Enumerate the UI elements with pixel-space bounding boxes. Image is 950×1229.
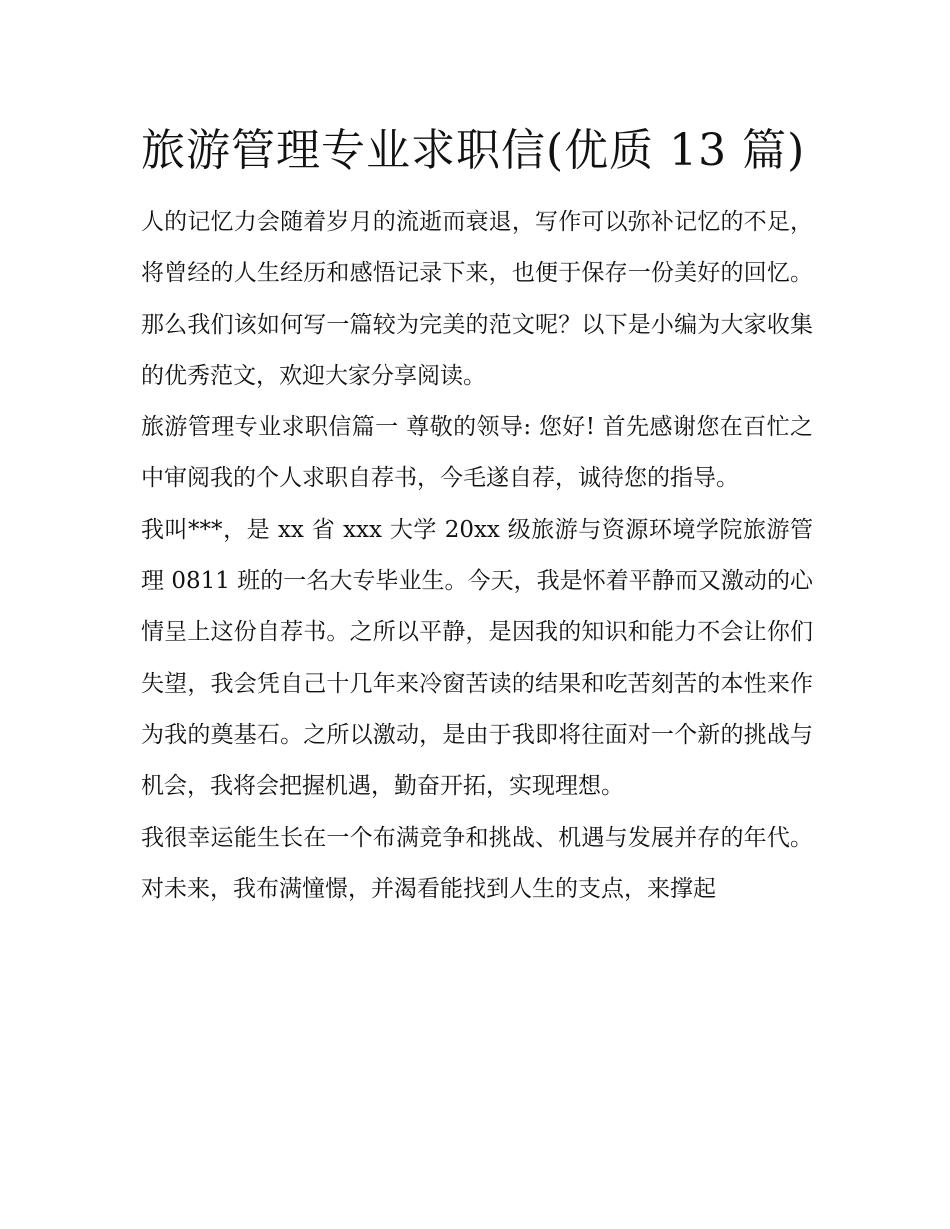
document-page: [141, 114, 813, 915]
paragraph-self-introduction: 我叫***，是 xx 省 xxx 大学 20xx 级旅游与资源环境学院旅游管理 0811 班的一名大专毕业生。今天，我是怀着平静而又激动的心情呈上这份自荐书。之所以平静，是因我的知识和能力不会让你们失望，我会凭自己十几年来冷窗苦读的结果和吃苦刻苦的本性来作为我的奠基石。之所以激动，是由于我即将往面对一个新的挑战与机会，我将会把握机遇，勤奋开拓，实现理想。: [141, 516, 813, 800]
document-title: 旅游管理专业求职信(优质 13 篇): [141, 125, 806, 176]
paragraph-salutation: 旅游管理专业求职信篇一 尊敬的领导: 您好! 首先感谢您在百忙之中审阅我的个人求职自荐书，今毛遂自荐，诚待您的指导。: [141, 414, 813, 492]
document-body: [141, 197, 813, 915]
paragraph-aspiration: 我很幸运能生长在一个布满竞争和挑战、机遇与发展并存的年代。对未来，我布满憧憬，并渴看能找到人生的支点，来撑起: [141, 824, 813, 902]
paragraph-intro: 人的记忆力会随着岁月的流逝而衰退，写作可以弥补记忆的不足，将曾经的人生经历和感悟记录下来，也便于保存一份美好的回忆。那么我们该如何写一篇较为完美的范文呢？以下是小编为大家收集的优秀范文，欢迎大家分享阅读。: [141, 209, 813, 389]
